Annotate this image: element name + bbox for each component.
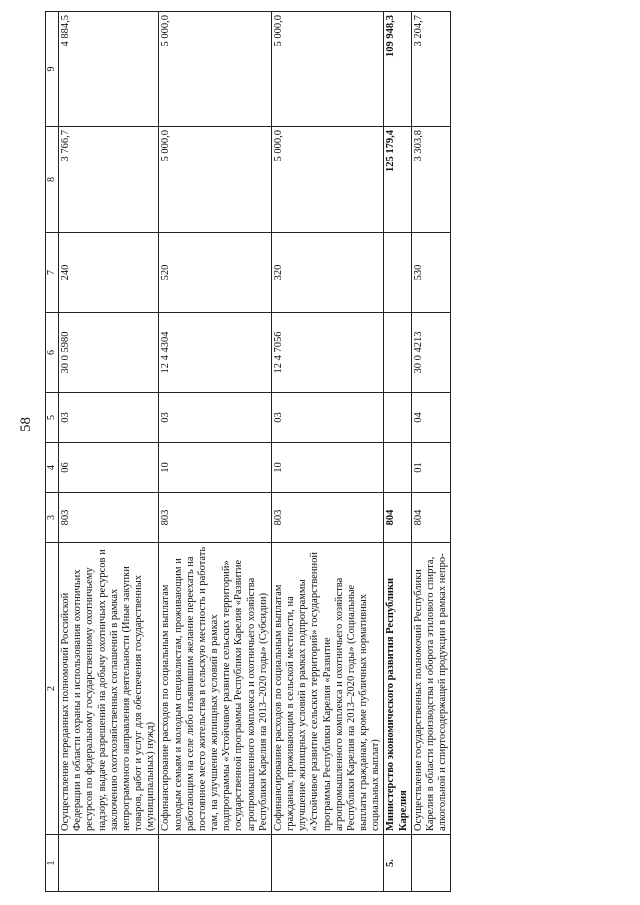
column-header: 3 [46,493,59,543]
amount-cell: 5 000,0 [271,127,384,233]
expense-type-cell: 520 [159,233,272,313]
amount-cell: 5 000,0 [159,12,272,127]
expense-type-cell: 530 [411,233,451,313]
amount-cell: 3 204,7 [411,12,451,127]
grbs-cell: 804 [411,493,451,543]
description-cell: Осуществление государственных полномочий Республики Карелия в области производства и оборота этилового спирта, алкогольной и спиртосодержащей продукции в рамках непро- [411,543,451,835]
amount-cell: 4 884,5 [59,12,159,127]
table-row [271,12,384,892]
column-header: 9 [46,12,59,127]
section-cell: 01 [411,443,451,493]
ministry-row [384,12,411,892]
target-article-cell: 30 0 4213 [411,313,451,393]
column-header: 8 [46,127,59,233]
expense-type-cell: 240 [59,233,159,313]
row-number-cell [159,835,272,892]
amount-cell: 3 303,8 [411,127,451,233]
column-header: 4 [46,443,59,493]
subsection-cell: 03 [59,393,159,443]
grbs-cell: 804 [384,493,411,543]
section-cell: 10 [271,443,384,493]
row-number-cell [411,835,451,892]
expense-type-cell [384,233,411,313]
grbs-cell: 803 [271,493,384,543]
column-header: 1 [46,835,59,892]
description-cell: Министерство экономического развития Республики Карелия [384,543,411,835]
table-row [59,12,159,892]
section-cell [384,443,411,493]
column-header: 6 [46,313,59,393]
column-header: 7 [46,233,59,313]
grbs-cell: 803 [59,493,159,543]
row-number-cell [59,835,159,892]
description-cell: Осуществление переданных полномочий Российской Федерации в области охраны и использования охотничьих ресурсов по федеральному государственному охотничьему надзору, выдаче разрешений на добычу охотничьих ресурсов и заключению охотхозяйственных соглашений в рамках непрограммного направления деятельности (Иные закупки товаров, работ и услуг для обеспечения государственных (муниципальных) нужд) [59,543,159,835]
amount-cell: 109 948,3 [384,12,411,127]
budget-table [45,11,451,892]
subsection-cell [384,393,411,443]
column-header: 2 [46,543,59,835]
section-cell: 06 [59,443,159,493]
table-row [159,12,272,892]
amount-cell: 5 000,0 [159,127,272,233]
row-number-cell [271,835,384,892]
amount-cell: 5 000,0 [271,12,384,127]
target-article-cell: 12 4 4304 [159,313,272,393]
target-article-cell: 12 4 7056 [271,313,384,393]
column-header-row [46,12,59,892]
grbs-cell: 803 [159,493,272,543]
subsection-cell: 04 [411,393,451,443]
expense-type-cell: 320 [271,233,384,313]
target-article-cell [384,313,411,393]
description-cell: Софинансирование расходов по социальным выплатам гражданам, проживающим в сельской местности, на улучшение жилищных условий в рамках подпрограммы «Устойчивое развитие сельских территорий» государственной программы Республики Карелия «Развитие агропромышленного комплекса и охотничьего хозяйства Республики Карелия на 2013–2020 годы» (Социальные выплаты гражданам, кроме публичных нормативных социальных выплат) [271,543,384,835]
subsection-cell: 03 [159,393,272,443]
page-number: 58 [18,417,34,432]
amount-cell: 125 179,4 [384,127,411,233]
budget-table-container [45,12,622,892]
amount-cell: 3 766,7 [59,127,159,233]
table-row [411,12,451,892]
rotated-page-canvas [45,12,622,892]
description-cell: Софинансирование расходов по социальным выплатам молодым семьям и молодым специалистам, проживающим и работающим на селе либо изъявившим желание переехать на постоянное место жительства в сельскую местность и работать там, на улучшение жилищных условий в рамках подпрограммы «Устойчивое развитие сельских территорий» государственной программы Республики Карелия «Развитие агропромышленного комплекса и охотничьего хозяйства Республики Карелия на 2013–2020 годы» (Субсидии) [159,543,272,835]
subsection-cell: 03 [271,393,384,443]
target-article-cell: 30 0 5980 [59,313,159,393]
row-number-cell: 5. [384,835,411,892]
column-header: 5 [46,393,59,443]
section-cell: 10 [159,443,272,493]
